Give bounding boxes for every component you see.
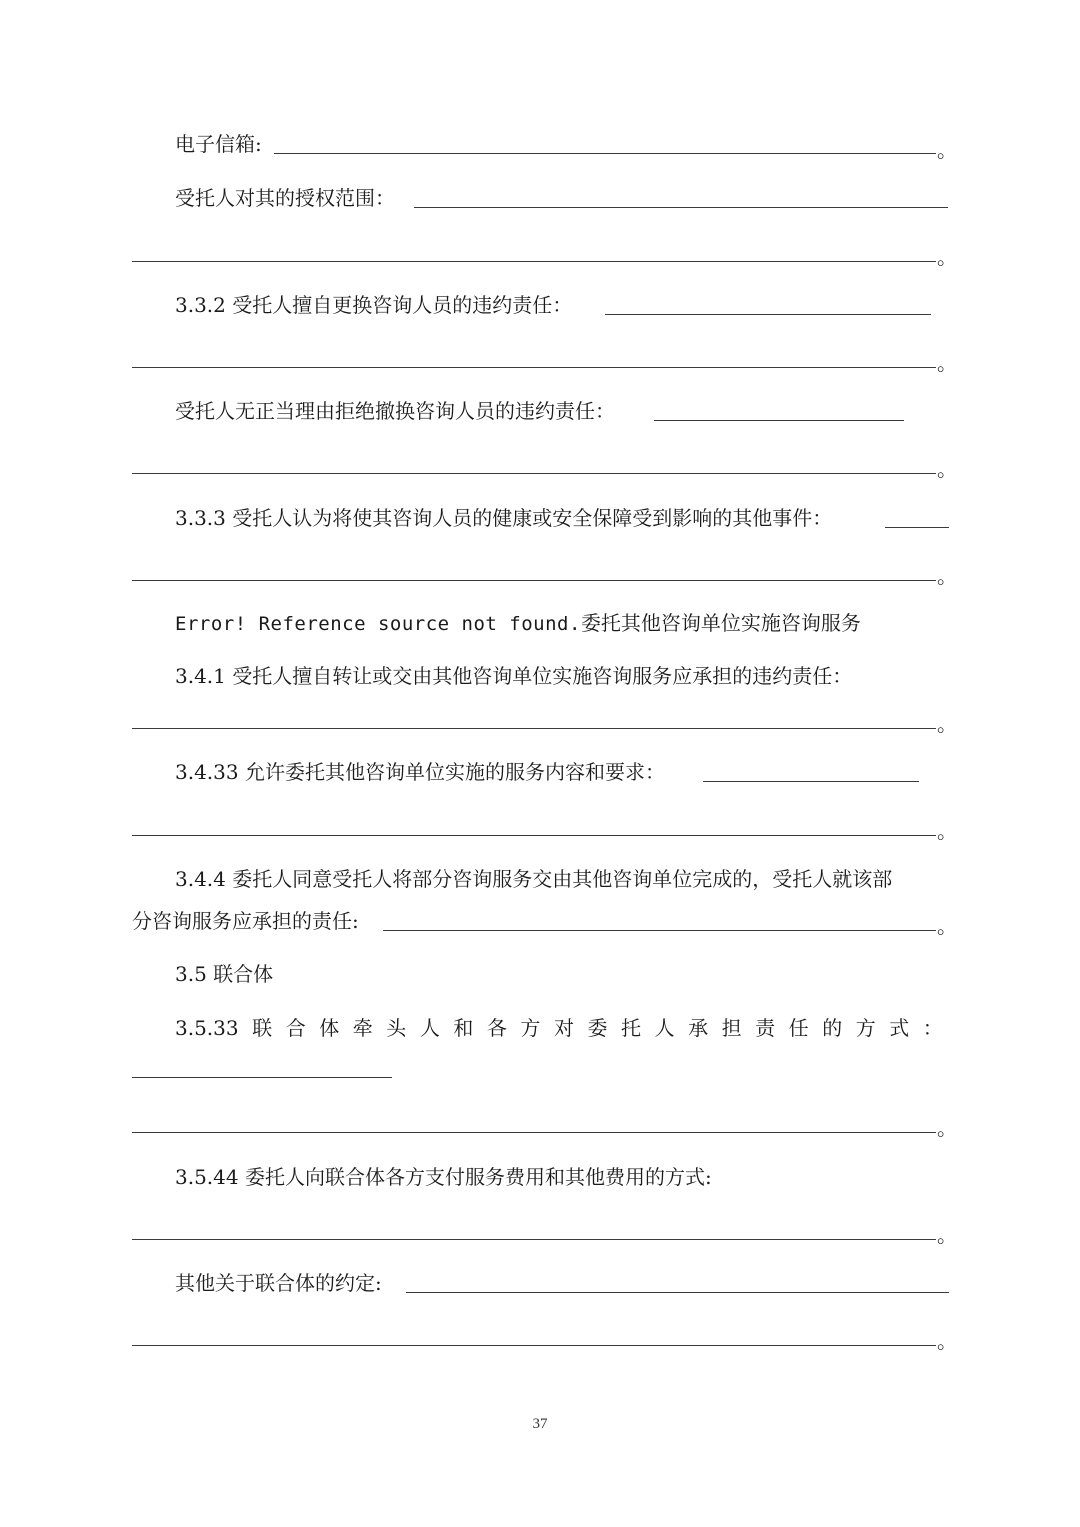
clause-3-4-1: 3.4.1 受托人擅自转让或交由其他咨询单位实施咨询服务应承担的违约责任：: [175, 664, 853, 688]
clause-number: 3.5.33: [175, 1016, 239, 1040]
blank-line: [132, 835, 936, 836]
char: 头: [386, 1016, 407, 1040]
clause-3-5-44: 3.5.44 委托人向联合体各方支付服务费用和其他费用的方式:: [175, 1165, 712, 1189]
period: 。: [937, 138, 957, 162]
blank-line: [132, 1132, 936, 1133]
char: 各: [486, 1016, 507, 1040]
blank-line: [132, 728, 936, 729]
blank-line: [132, 1239, 936, 1240]
period: 。: [937, 351, 957, 375]
period: 。: [937, 457, 957, 481]
other-agreements-label: 其他关于联合体的约定:: [175, 1271, 382, 1295]
auth-scope-label: 受托人对其的授权范围：: [175, 186, 395, 210]
blank-line: [605, 314, 931, 315]
char: 担: [721, 1016, 742, 1040]
period: 。: [937, 819, 957, 843]
blank-line: [132, 367, 936, 368]
char: 式: [889, 1016, 910, 1040]
period: 。: [937, 1223, 957, 1247]
char: 对: [553, 1016, 574, 1040]
char: 牵: [352, 1016, 373, 1040]
clause-3-3-3: 3.3.3 受托人认为将使其咨询人员的健康或安全保障受到影响的其他事件：: [175, 506, 833, 530]
error-reference-text: Error! Reference source not found.: [175, 613, 581, 635]
blank-line: [406, 1292, 949, 1293]
period: 。: [937, 914, 957, 938]
email-label: 电子信箱:: [175, 132, 262, 156]
blank-line: [132, 261, 936, 262]
blank-line: [414, 207, 948, 208]
blank-line: [383, 930, 936, 931]
char: 委: [587, 1016, 608, 1040]
char: 合: [285, 1016, 306, 1040]
char: 方: [520, 1016, 541, 1040]
blank-line: [132, 580, 936, 581]
clause-3-4-4-line1: 3.4.4 委托人同意受托人将部分咨询服务交由其他咨询单位完成的，受托人就该部: [175, 867, 893, 891]
char: 的: [822, 1016, 843, 1040]
char: 承: [688, 1016, 709, 1040]
period: 。: [937, 564, 957, 588]
clause-3-4-33: 3.4.33 允许委托其他咨询单位实施的服务内容和要求：: [175, 760, 665, 784]
char: 联: [252, 1016, 273, 1040]
blank-line: [132, 1345, 936, 1346]
period: 。: [937, 1116, 957, 1140]
blank-line: [132, 1077, 392, 1078]
char: 托: [621, 1016, 641, 1040]
clause-3-4-4-line2: 分咨询服务应承担的责任:: [132, 909, 359, 933]
period: 。: [937, 712, 957, 736]
blank-line: [703, 781, 919, 782]
period: 。: [937, 1329, 957, 1353]
clause-3-5-heading: 3.5 联合体: [175, 962, 274, 986]
clause-3-5-33: [175, 1016, 943, 1040]
blank-line: [654, 420, 904, 421]
blank-line: [885, 527, 949, 528]
blank-line: [132, 473, 936, 474]
char: 方: [855, 1016, 876, 1040]
page-number: 37: [532, 1416, 548, 1432]
char: 任: [788, 1016, 809, 1040]
char: 人: [654, 1016, 675, 1040]
clause-3-3-2: 3.3.2 受托人擅自更换咨询人员的违约责任：: [175, 293, 573, 317]
error-reference-heading: [175, 611, 861, 636]
char: ：: [922, 1016, 943, 1040]
section-title: 委托其他咨询单位实施咨询服务: [580, 611, 861, 635]
refuse-replace-label: 受托人无正当理由拒绝撤换咨询人员的违约责任：: [175, 399, 615, 423]
blank-line: [274, 153, 936, 154]
period: 。: [937, 245, 957, 269]
char: 人: [419, 1016, 440, 1040]
char: 和: [453, 1016, 474, 1040]
char: 责: [755, 1016, 776, 1040]
char: 体: [319, 1016, 340, 1040]
